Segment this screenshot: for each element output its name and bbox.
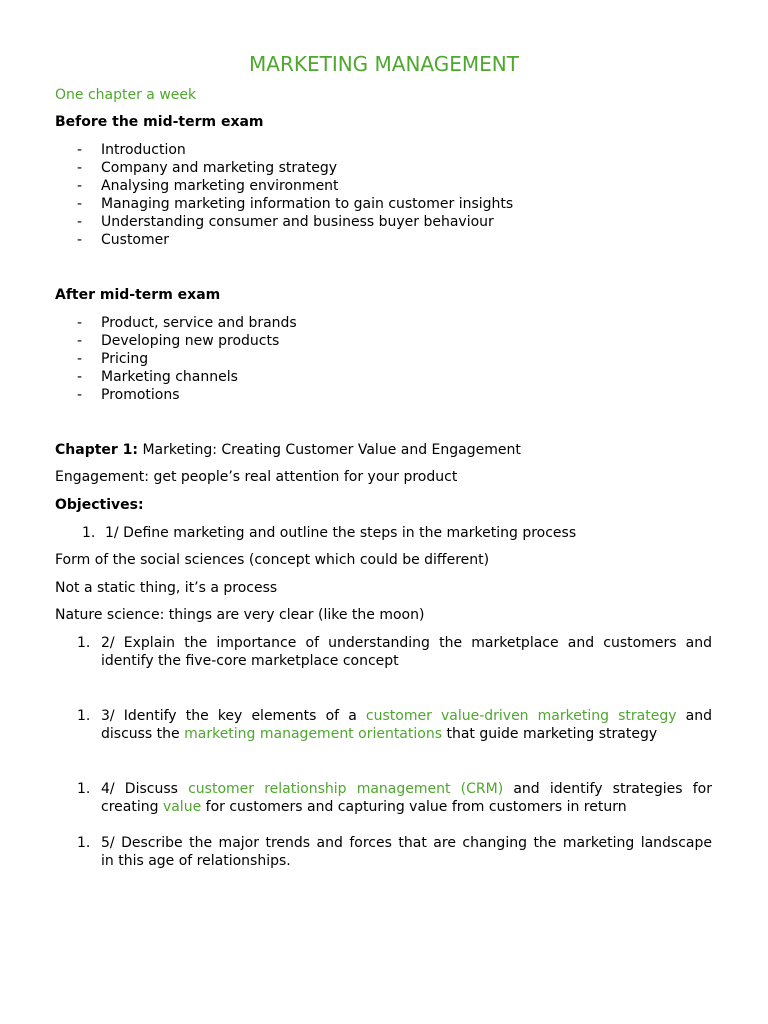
list-marker: - (77, 142, 83, 158)
list-marker: - (77, 369, 83, 385)
objective-4-text: for customers and capturing value from customers in return (201, 799, 627, 815)
list-item: Company and marketing strategy (101, 160, 338, 176)
list-marker: - (77, 160, 83, 176)
objective-number: 1. (77, 781, 91, 797)
chapter-label: Chapter 1: (55, 442, 139, 458)
chapter-heading (55, 441, 521, 459)
list-item: Product, service and brands (101, 315, 297, 331)
objective-5-line-1: 5/ Describe the major trends and forces that are changing the marketing landscape (101, 835, 712, 851)
objective-3-line-2 (101, 725, 712, 743)
objective-3-highlight: marketing management orientations (184, 726, 443, 742)
objective-number: 1. (82, 525, 96, 541)
list-item: Managing marketing information to gain customer insights (101, 196, 514, 212)
objective-4-text: and identify strategies for (503, 781, 712, 797)
chapter-title: Marketing: Creating Customer Value and Engagement (138, 442, 521, 458)
list-item: Promotions (101, 387, 180, 403)
objective-3-text: and (676, 708, 712, 724)
list-item: Customer (101, 232, 170, 248)
after-midterm-heading: After mid-term exam (55, 287, 221, 303)
list-item: Introduction (101, 142, 186, 158)
objective-1: 1/ Define marketing and outline the steps in the marketing process (105, 525, 577, 541)
objective-3-text: discuss the (101, 726, 185, 742)
list-item: Pricing (101, 351, 149, 367)
document-title: MARKETING MANAGEMENT (249, 52, 519, 76)
subtitle: One chapter a week (55, 87, 197, 103)
list-marker: - (77, 351, 83, 367)
list-marker: - (77, 333, 83, 349)
objective-2-line-1: 2/ Explain the importance of understanding the marketplace and customers and (101, 635, 712, 651)
objective-3-highlight: customer value-driven marketing strategy (365, 708, 677, 724)
before-midterm-heading: Before the mid-term exam (55, 114, 264, 130)
note-nature-science: Nature science: things are very clear (like the moon) (55, 607, 425, 623)
objective-3-line-1 (101, 707, 712, 725)
objective-4-text: creating (101, 799, 163, 815)
objective-4-text: 4/ Discuss (101, 781, 189, 797)
objective-number: 1. (77, 835, 91, 851)
objective-4-highlight: customer relationship management (CRM) (188, 781, 504, 797)
note-social-sciences: Form of the social sciences (concept which could be different) (55, 552, 490, 568)
list-item: Developing new products (101, 333, 280, 349)
list-marker: - (77, 232, 83, 248)
list-item: Analysing marketing environment (101, 178, 339, 194)
objective-number: 1. (77, 708, 91, 724)
list-item: Understanding consumer and business buyer behaviour (101, 214, 494, 230)
objectives-heading: Objectives: (55, 497, 144, 513)
objective-3-text: that guide marketing strategy (442, 726, 658, 742)
objective-4-line-1 (101, 780, 712, 798)
list-marker: - (77, 196, 83, 212)
objective-2-line-2: identify the five-core marketplace concept (101, 653, 399, 669)
list-marker: - (77, 214, 83, 230)
objective-3-text: 3/ Identify the key elements of a (101, 708, 366, 724)
list-marker: - (77, 178, 83, 194)
objective-5-line-2: in this age of relationships. (101, 853, 291, 869)
list-marker: - (77, 315, 83, 331)
list-marker: - (77, 387, 83, 403)
objective-4-line-2 (101, 798, 712, 816)
objective-number: 1. (77, 635, 91, 651)
list-item: Marketing channels (101, 369, 238, 385)
objective-4-highlight: value (162, 799, 202, 815)
note-process: Not a static thing, it’s a process (55, 580, 278, 596)
engagement-note: Engagement: get people’s real attention for your product (55, 469, 458, 485)
